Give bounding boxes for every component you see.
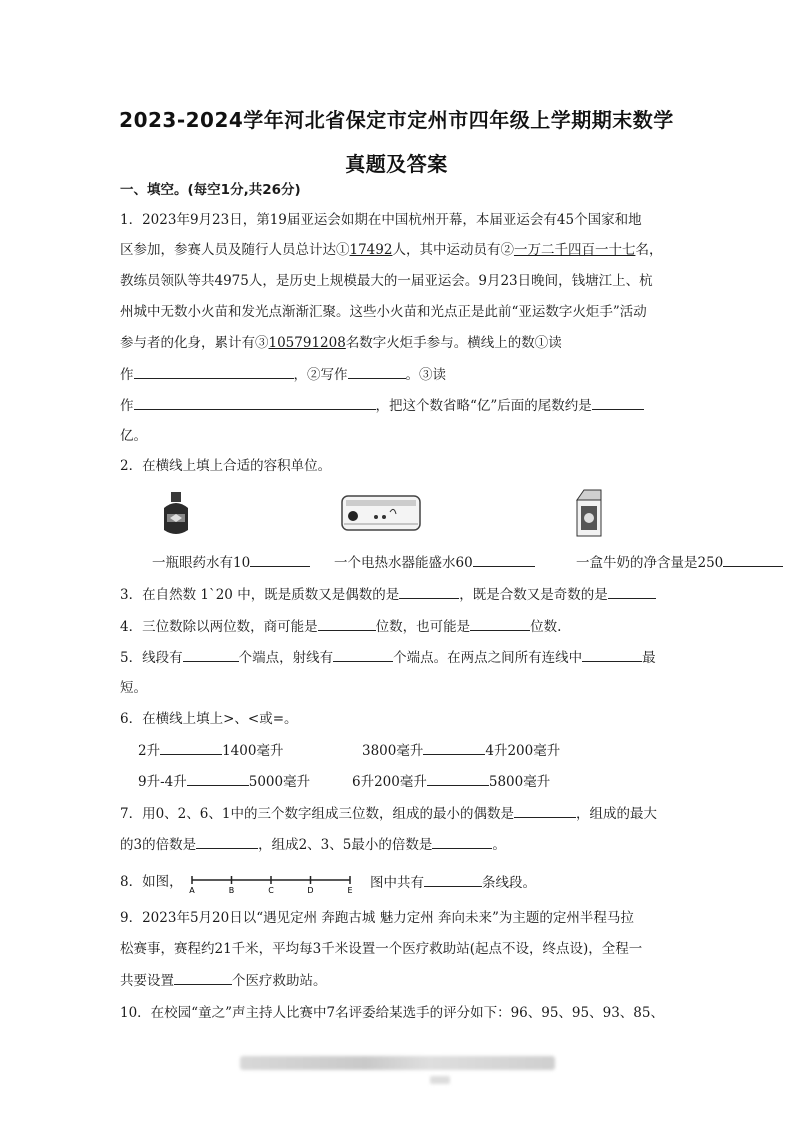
q1-text: 人，其中运动员有② — [392, 242, 514, 258]
q1-text: ，②写作 — [293, 367, 348, 383]
page-title-line1: 2023-2024学年河北省保定市定州市四年级上学期期末数学 — [119, 108, 674, 132]
q5-line1 — [120, 647, 656, 668]
q7-text: ，组成2、3、5最小的倍数是 — [258, 837, 433, 853]
answer-blank[interactable] — [333, 647, 393, 662]
answer-blank[interactable] — [183, 647, 239, 662]
segment-point-label: D — [307, 886, 314, 894]
q8-text: 图中共有 — [370, 875, 424, 891]
q7-text: 的3的倍数是 — [120, 837, 197, 853]
q1-line8: 亿。 — [120, 428, 147, 444]
q6-left: 6升200毫升 — [352, 774, 427, 790]
water-heater-icon — [340, 492, 422, 534]
answer-blank[interactable] — [134, 395, 376, 410]
q1-text: 名数字火炬手参与。横线上的数①读 — [345, 335, 562, 351]
answer-blank[interactable] — [473, 552, 535, 567]
q8-lead: 8．如图， — [120, 874, 183, 890]
q2-item-text: 一盒牛奶的净含量是250 — [576, 555, 724, 571]
q6-compare-1 — [138, 740, 283, 761]
q5-text: 5．线段有 — [120, 650, 183, 666]
q5-text: 最 — [642, 650, 656, 666]
answer-blank[interactable] — [592, 395, 644, 410]
q5-text: 个端点，射线有 — [238, 650, 334, 666]
segment-point-label: A — [189, 886, 195, 894]
q8-line — [370, 872, 536, 893]
answer-blank[interactable] — [196, 834, 258, 849]
q1-line4: 州城中无数小火苗和发光点渐渐汇聚。这些小火苗和光点正是此前“亚运数字火炬手”活动 — [120, 304, 647, 320]
answer-blank[interactable] — [582, 647, 642, 662]
q4-line — [120, 616, 561, 637]
q2-item-text: 一瓶眼药水有10 — [152, 555, 251, 571]
answer-blank[interactable] — [424, 872, 482, 887]
q10-line1: 10．在校园“童之”声主持人比赛中7名评委给某选手的评分如下：96、95、95、93、85、 — [120, 1005, 664, 1021]
q7-line1 — [120, 803, 657, 824]
q4-text: 位数. — [530, 619, 562, 635]
q6-right: 4升200毫升 — [485, 743, 561, 759]
q1-underlined-number-1: 17492 — [349, 242, 393, 258]
q3-line — [120, 584, 656, 605]
answer-blank[interactable] — [160, 740, 222, 755]
q4-text: 4．三位数除以两位数，商可能是 — [120, 619, 318, 635]
q2-item-text: 一个电热水器能盛水60 — [334, 555, 473, 571]
q6-left: 2升 — [138, 743, 161, 759]
q6-compare-3 — [138, 771, 310, 792]
answer-blank[interactable] — [432, 834, 492, 849]
q5-text: 个端点。在两点之间所有连线中 — [393, 650, 583, 666]
q6-right: 5800毫升 — [488, 774, 551, 790]
q1-line7 — [120, 395, 644, 416]
q1-underlined-number-3: 105791208 — [268, 335, 346, 351]
q1-underlined-number-2: 一万二千四百一十七 — [513, 242, 636, 258]
q6-compare-4 — [352, 771, 550, 792]
q1-text: 作 — [120, 398, 134, 414]
answer-blank[interactable] — [470, 616, 530, 631]
q9-line3 — [120, 970, 327, 991]
q5-line2: 短。 — [120, 680, 147, 696]
q9-line1: 9．2023年5月20日以“遇见定州 奔跑古城 魅力定州 奔向未来”为主题的定州半程马拉 — [120, 910, 634, 926]
q8-text: 条线段。 — [482, 875, 536, 891]
q6-left: 3800毫升 — [362, 743, 424, 759]
q1-text: 作 — [120, 367, 134, 383]
q7-text: 7．用0、2、6、1中的三个数字组成三位数，组成的最小的偶数是 — [120, 806, 514, 822]
q1-text: 名， — [635, 242, 663, 258]
q1-line3: 教练员领队等共4975人，是历史上规模最大的一届亚运会。9月23日晚间，钱塘江上、杭 — [120, 273, 653, 289]
q7-text: 。 — [492, 837, 506, 853]
q4-text: 位数，也可能是 — [375, 619, 471, 635]
q7-text: ，组成的最大 — [575, 806, 657, 822]
q3-text: ，既是合数又是奇数的是 — [459, 587, 608, 603]
segment-point-label: B — [228, 886, 235, 894]
q6-left: 9升-4升 — [138, 774, 187, 790]
q1-text: 。③读 — [405, 367, 446, 383]
q1-line2 — [120, 240, 662, 260]
q9-text: 个医疗救助站。 — [232, 973, 327, 989]
answer-blank[interactable] — [348, 364, 406, 379]
q1-text: ，把这个数省略“亿”后面的尾数约是 — [375, 398, 592, 414]
segment-point-label: C — [268, 886, 274, 894]
answer-blank[interactable] — [134, 364, 294, 379]
q1-text: 参与者的化身，累计有③ — [120, 335, 269, 351]
eye-drops-bottle-icon — [158, 490, 194, 538]
q9-line2: 松赛事，赛程约21千米，平均每3千米设置一个医疗救助站(起点不设，终点设)，全程一 — [120, 941, 643, 957]
q2-text: 2．在横线上填上合适的容积单位。 — [120, 458, 332, 474]
q6-compare-2 — [362, 740, 560, 761]
blurred-footer-mark — [430, 1076, 450, 1084]
answer-blank[interactable] — [174, 970, 232, 985]
answer-blank[interactable] — [427, 771, 489, 786]
q7-line2 — [120, 834, 506, 855]
answer-blank[interactable] — [723, 552, 783, 567]
answer-blank[interactable] — [608, 584, 656, 599]
blurred-footer — [240, 1056, 555, 1070]
q1-line1: 1．2023年9月23日，第19届亚运会如期在中国杭州开幕，本届亚运会有45个国家和地 — [120, 212, 642, 228]
q6-text: 6．在横线上填上>、<或=。 — [120, 711, 298, 727]
answer-blank[interactable] — [514, 803, 576, 818]
answer-blank[interactable] — [423, 740, 485, 755]
q2-item-milk — [576, 552, 783, 573]
q1-line5 — [120, 333, 562, 353]
answer-blank[interactable] — [250, 552, 310, 567]
q2-item-water-heater — [334, 552, 535, 573]
q9-text: 共要设置 — [120, 973, 174, 989]
answer-blank[interactable] — [187, 771, 249, 786]
milk-carton-icon — [572, 488, 606, 538]
section-heading: 一、填空。(每空1分,共26分) — [120, 182, 301, 198]
segment-point-label: E — [347, 886, 353, 894]
q6-right: 5000毫升 — [248, 774, 311, 790]
q6-right: 1400毫升 — [222, 743, 284, 759]
q1-line6 — [120, 364, 446, 385]
page-title-line2: 真题及答案 — [345, 152, 448, 176]
answer-blank[interactable] — [399, 584, 459, 599]
q1-text: 区参加，参赛人员及随行人员总计达① — [120, 242, 350, 258]
q3-text: 3．在自然数 1`20 中，既是质数又是偶数的是 — [120, 587, 400, 603]
segment-diagram — [186, 872, 358, 894]
answer-blank[interactable] — [318, 616, 376, 631]
q2-item-eye-drops — [152, 552, 310, 573]
